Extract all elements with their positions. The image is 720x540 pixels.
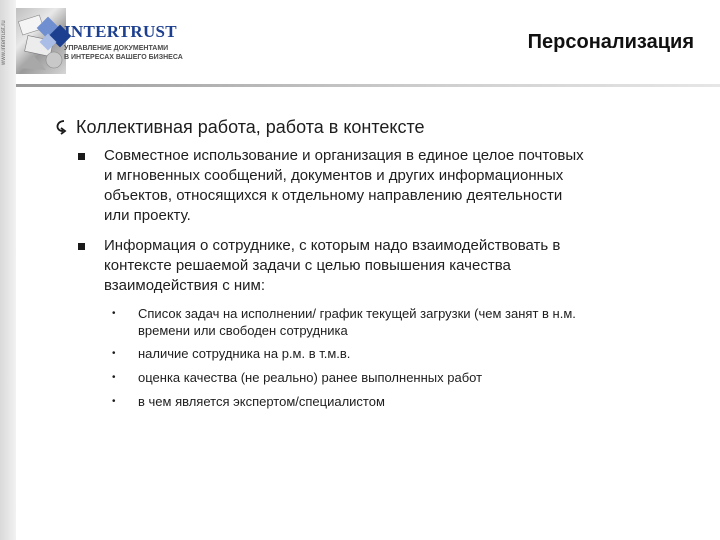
dot-bullet-icon: • <box>112 308 116 319</box>
dot-bullet-icon: • <box>112 372 116 383</box>
sub-list-item: оценка качества (не реально) ранее выполненных работ <box>138 370 483 385</box>
brand-name: INTERTRUST <box>64 22 177 41</box>
page-title: Персонализация <box>527 31 694 53</box>
heading-level1: Коллективная работа, работа в контексте <box>76 117 425 137</box>
sub-list-item: Список задач на исполнении/ график текущей загрузки (чем занят в н.м. времени или свободен сотрудника <box>138 306 576 338</box>
brand-tagline: УПРАВЛЕНИЕ ДОКУМЕНТАМИ В ИНТЕРЕСАХ ВАШЕГО БИЗНЕСА <box>64 45 183 61</box>
square-bullet-icon <box>78 243 85 250</box>
sub-list-item: в чем является экспертом/специалистом <box>138 394 385 409</box>
dot-bullet-icon: • <box>112 348 116 359</box>
square-bullet-icon <box>78 153 85 160</box>
sub-list-item: наличие сотрудника на р.м. в т.м.в. <box>138 346 351 361</box>
list-item: Совместное использование и организация в единое целое почтовых и мгновенных сообщений, документов и других информационных объектов, относящихся к отдельному направлению деятельности или проекту. <box>104 147 584 224</box>
curved-arrow-icon <box>52 117 70 135</box>
left-strip <box>0 0 16 540</box>
header-divider <box>16 84 720 87</box>
dot-bullet-icon: • <box>112 396 116 407</box>
site-url: www.intertrust.ru <box>1 20 7 66</box>
list-item: Информация о сотруднике, с которым надо взаимодействовать в контексте решаемой задачи с целью повышения качества взаимодействия с ним: <box>104 237 561 294</box>
